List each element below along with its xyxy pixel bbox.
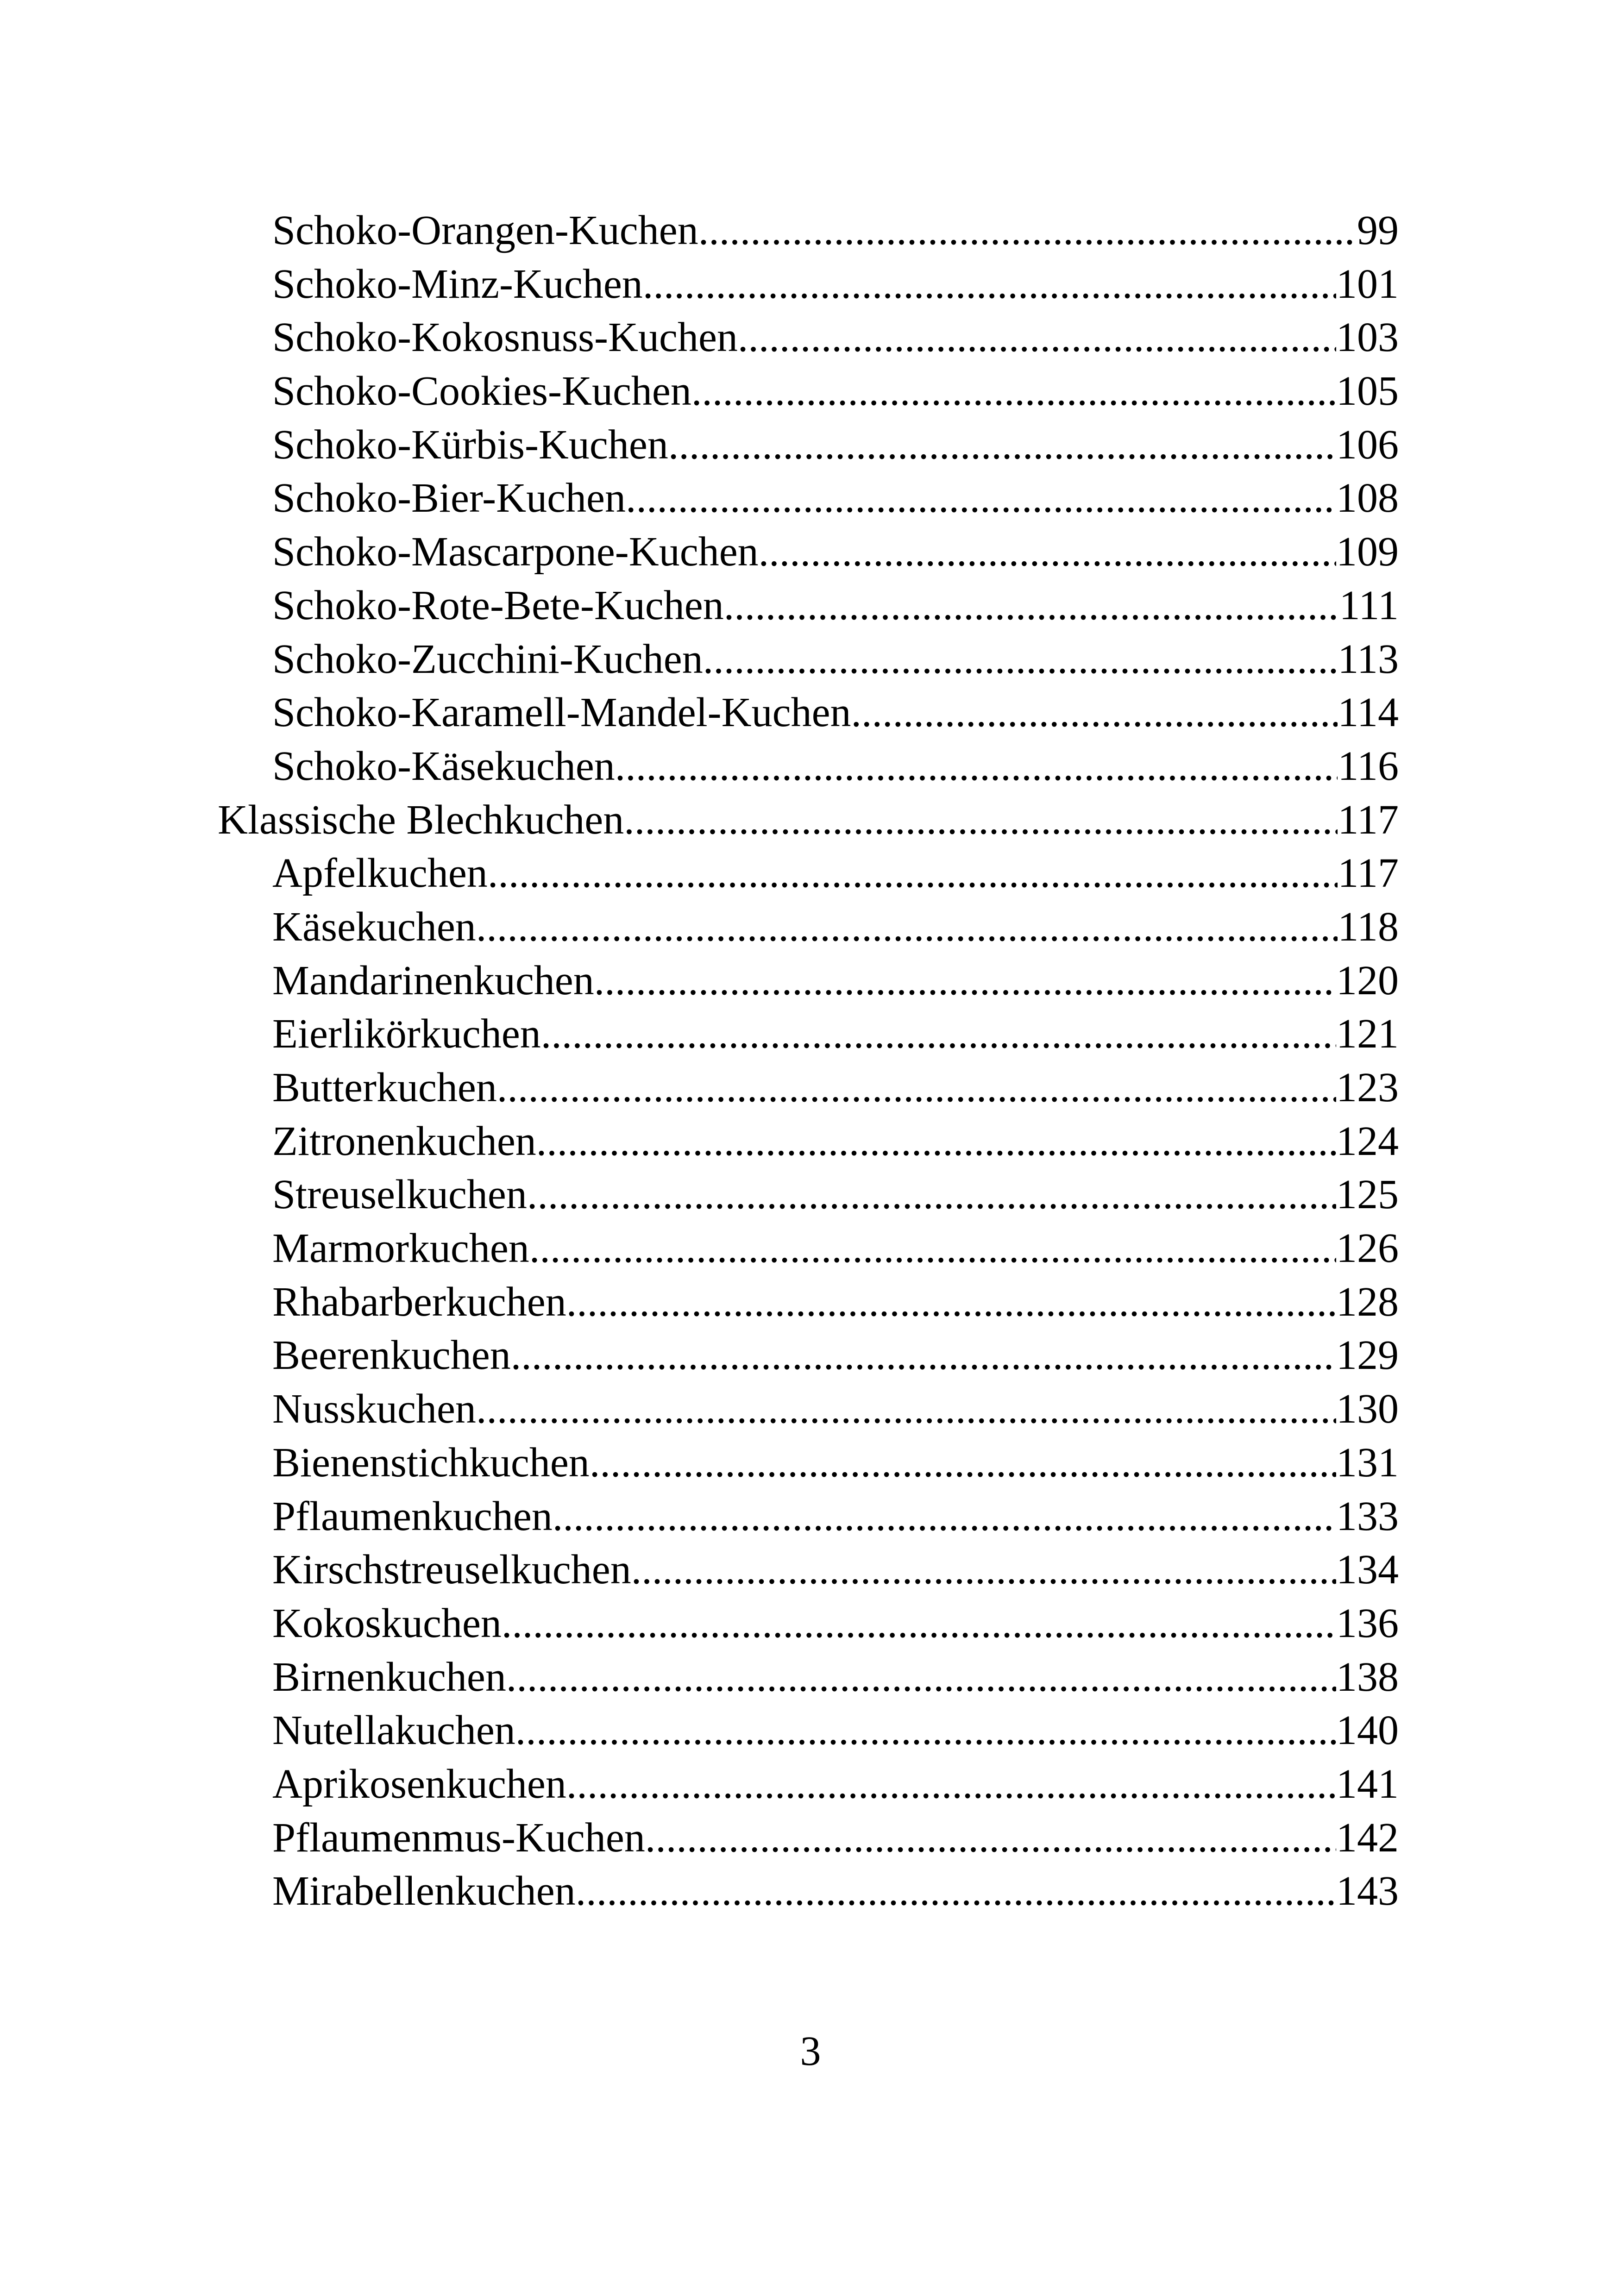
toc-entry-title: Mandarinenkuchen xyxy=(272,957,594,1004)
toc-dot-leader xyxy=(594,954,1336,1008)
toc-entry-page-number: 125 xyxy=(1336,1172,1399,1218)
toc-dot-leader xyxy=(527,1168,1336,1222)
toc-entry xyxy=(218,740,1399,793)
toc-entry xyxy=(218,1757,1399,1811)
toc-dot-leader xyxy=(488,847,1338,900)
toc-entry xyxy=(218,1115,1399,1168)
toc-entry xyxy=(218,1329,1399,1382)
toc-entry xyxy=(218,1436,1399,1490)
toc-dot-leader xyxy=(476,900,1338,954)
toc-dot-leader xyxy=(615,740,1338,793)
toc-entry-page-number: 123 xyxy=(1336,1065,1399,1110)
toc-dot-leader xyxy=(851,686,1338,740)
toc-entry xyxy=(218,1543,1399,1597)
toc-entry xyxy=(218,1597,1399,1650)
toc-dot-leader xyxy=(511,1329,1336,1382)
toc-entry xyxy=(218,1168,1399,1222)
toc-entry-page-number: 103 xyxy=(1336,314,1399,361)
toc-dot-leader xyxy=(759,525,1336,579)
toc-entry xyxy=(218,257,1399,311)
toc-entry-title: Schoko-Karamell-Mandel-Kuchen xyxy=(272,690,851,736)
toc-entry xyxy=(218,900,1399,954)
toc-dot-leader xyxy=(624,793,1338,847)
toc-dot-leader xyxy=(566,1275,1336,1329)
toc-entry-title: Schoko-Orangen-Kuchen xyxy=(272,207,698,253)
toc-entry xyxy=(218,525,1399,579)
toc-entry-page-number: 117 xyxy=(1338,797,1399,843)
toc-entry-title: Birnenkuchen xyxy=(272,1654,506,1700)
toc-entry-title: Zitronenkuchen xyxy=(272,1118,536,1164)
toc-entry-title: Rhabarberkuchen xyxy=(272,1279,566,1325)
toc-entry-page-number: 114 xyxy=(1338,690,1399,736)
toc-dot-leader xyxy=(691,364,1336,418)
toc-entry-title: Schoko-Käsekuchen xyxy=(272,743,615,789)
toc-entry xyxy=(218,1864,1399,1918)
toc-entry-title: Schoko-Minz-Kuchen xyxy=(272,261,643,307)
toc-entry-page-number: 138 xyxy=(1336,1654,1399,1700)
toc-entry-page-number: 113 xyxy=(1338,636,1399,682)
toc-entry xyxy=(218,1382,1399,1436)
toc-entry-page-number: 134 xyxy=(1336,1547,1399,1593)
toc-entry-page-number: 140 xyxy=(1336,1707,1399,1754)
toc-entry-title: Eierlikörkuchen xyxy=(272,1011,541,1057)
toc-dot-leader xyxy=(541,1007,1336,1061)
toc-dot-leader xyxy=(668,418,1336,472)
toc-entry xyxy=(218,1650,1399,1704)
toc-entry-title: Nutellakuchen xyxy=(272,1707,515,1754)
toc-dot-leader xyxy=(645,1811,1336,1865)
toc-entry-page-number: 136 xyxy=(1336,1600,1399,1646)
toc-entry-page-number: 129 xyxy=(1336,1332,1399,1379)
toc-entry-title: Schoko-Bier-Kuchen xyxy=(272,475,626,521)
toc-entry-title: Schoko-Kokosnuss-Kuchen xyxy=(272,314,738,361)
toc-entry-page-number: 109 xyxy=(1336,529,1399,575)
toc-entry-title: Käsekuchen xyxy=(272,903,476,950)
toc-entry-title: Marmorkuchen xyxy=(272,1225,529,1272)
toc-entry-title: Pflaumenkuchen xyxy=(272,1493,553,1539)
toc-entry xyxy=(218,579,1399,633)
toc-entry xyxy=(218,1061,1399,1115)
toc-dot-leader xyxy=(536,1115,1336,1168)
toc-entry xyxy=(218,633,1399,686)
toc-entry-page-number: 124 xyxy=(1336,1118,1399,1164)
toc-entry-title: Apfelkuchen xyxy=(272,850,488,897)
toc-entry-title: Streuselkuchen xyxy=(272,1172,527,1218)
toc-entry-title: Klassische Blechkuchen xyxy=(218,797,624,843)
toc-dot-leader xyxy=(576,1864,1336,1918)
toc-entry-page-number: 105 xyxy=(1336,368,1399,414)
toc-entry xyxy=(218,1811,1399,1865)
toc-entry-title: Schoko-Rote-Bete-Kuchen xyxy=(272,582,724,628)
toc-chapter-entry xyxy=(218,793,1399,847)
toc-entry-title: Schoko-Cookies-Kuchen xyxy=(272,368,691,414)
toc-dot-leader xyxy=(703,633,1338,686)
toc-dot-leader xyxy=(626,471,1336,525)
toc-dot-leader xyxy=(590,1436,1336,1490)
toc-entry-page-number: 142 xyxy=(1336,1814,1399,1861)
toc-entry xyxy=(218,1007,1399,1061)
toc-entry-title: Aprikosenkuchen xyxy=(272,1761,566,1807)
toc-entry-title: Schoko-Zucchini-Kuchen xyxy=(272,636,703,682)
toc-entry-title: Mirabellenkuchen xyxy=(272,1868,576,1914)
toc-dot-leader xyxy=(502,1597,1336,1650)
toc-entry-page-number: 120 xyxy=(1336,957,1399,1004)
toc-entry-title: Butterkuchen xyxy=(272,1065,497,1110)
toc-dot-leader xyxy=(724,579,1339,633)
toc-entry-page-number: 141 xyxy=(1336,1761,1399,1807)
toc-dot-leader xyxy=(738,311,1336,364)
toc-entry xyxy=(218,311,1399,364)
toc-dot-leader xyxy=(566,1757,1336,1811)
toc-entry xyxy=(218,204,1399,257)
toc-entry-page-number: 126 xyxy=(1336,1225,1399,1272)
toc-dot-leader xyxy=(631,1543,1336,1597)
toc-dot-leader xyxy=(529,1222,1336,1275)
toc-entry-title: Beerenkuchen xyxy=(272,1332,511,1379)
toc-dot-leader xyxy=(497,1061,1336,1115)
toc-entry-page-number: 101 xyxy=(1336,261,1399,307)
toc-dot-leader xyxy=(643,257,1336,311)
toc-entry-page-number: 108 xyxy=(1336,475,1399,521)
toc-entry-page-number: 117 xyxy=(1338,850,1399,897)
toc-entry-page-number: 143 xyxy=(1336,1868,1399,1914)
toc-entry-title: Bienenstichkuchen xyxy=(272,1439,590,1486)
toc-entry-page-number: 121 xyxy=(1336,1011,1399,1057)
toc-entry xyxy=(218,686,1399,740)
toc-entry xyxy=(218,471,1399,525)
toc-entry-page-number: 111 xyxy=(1339,582,1399,628)
toc-entry-page-number: 131 xyxy=(1336,1439,1399,1486)
toc-entry-page-number: 130 xyxy=(1336,1386,1399,1432)
toc-dot-leader xyxy=(698,204,1357,257)
toc-entry-page-number: 133 xyxy=(1336,1493,1399,1539)
toc-entry-title: Nusskuchen xyxy=(272,1386,476,1432)
toc-entry xyxy=(218,1222,1399,1275)
toc-entry xyxy=(218,1704,1399,1757)
toc-entry xyxy=(218,847,1399,900)
toc-entry-title: Kirschstreuselkuchen xyxy=(272,1547,631,1593)
toc-entry-page-number: 128 xyxy=(1336,1279,1399,1325)
toc-entry xyxy=(218,1275,1399,1329)
toc-entry-page-number: 106 xyxy=(1336,421,1399,468)
toc-entry-title: Pflaumenmus-Kuchen xyxy=(272,1814,645,1861)
toc-dot-leader xyxy=(506,1650,1336,1704)
toc-entry xyxy=(218,418,1399,472)
page-number: 3 xyxy=(800,2028,821,2074)
toc-entry-page-number: 118 xyxy=(1338,903,1399,950)
toc-entry-title: Schoko-Kürbis-Kuchen xyxy=(272,421,668,468)
toc-dot-leader xyxy=(476,1382,1336,1436)
table-of-contents xyxy=(218,204,1399,1918)
toc-entry xyxy=(218,954,1399,1008)
toc-dot-leader xyxy=(515,1704,1336,1757)
toc-entry-title: Schoko-Mascarpone-Kuchen xyxy=(272,529,759,575)
toc-entry-page-number: 116 xyxy=(1338,743,1399,789)
toc-dot-leader xyxy=(553,1490,1336,1543)
toc-entry xyxy=(218,364,1399,418)
toc-entry xyxy=(218,1490,1399,1543)
toc-entry-page-number: 99 xyxy=(1357,207,1399,253)
toc-entry-title: Kokoskuchen xyxy=(272,1600,502,1646)
